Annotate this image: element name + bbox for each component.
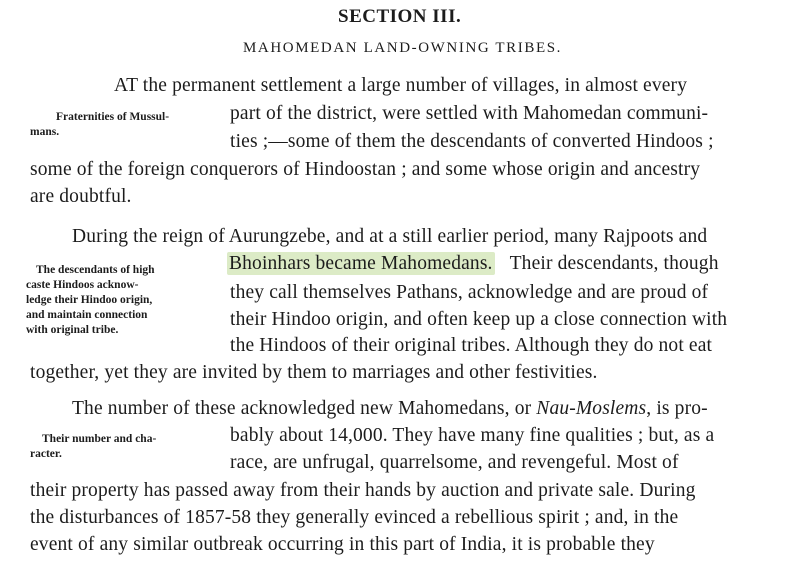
- margin-note-line: Their number and cha-: [42, 433, 157, 445]
- p1-line-2: part of the district, were settled with Mahomedan communi-: [230, 103, 709, 124]
- p3-line-1-text: The number of these acknowledged new Mahomedans, or: [72, 398, 532, 419]
- p2-line-6: together, yet they are invited by them to marriages and other festivities.: [30, 362, 598, 383]
- section-subtitle: MAHOMEDAN LAND-OWNING TRIBES.: [243, 40, 563, 56]
- p2-line-3: they call themselves Pathans, acknowledge and are proud of: [230, 282, 709, 303]
- p3-line-6: event of any similar outbreak occurring in this part of India, it is probable they: [30, 534, 655, 555]
- margin-note-line: with original tribe.: [26, 324, 119, 336]
- p2-line-2-rest: Their descendants, though: [509, 253, 719, 274]
- p3-italic-term: Nau-Moslems: [536, 398, 647, 419]
- p2-line-1: During the reign of Aurungzebe, and at a still earlier period, many Rajpoots and: [72, 226, 708, 247]
- highlighted-text: Bhoinhars became Mahomedans.: [229, 253, 493, 274]
- p2-line-5: the Hindoos of their original tribes. Although they do not eat: [230, 335, 713, 356]
- margin-note-line: ledge their Hindoo origin,: [26, 294, 153, 306]
- p1-line-5: are doubtful.: [30, 186, 132, 207]
- margin-note-line: caste Hindoos acknow-: [26, 279, 139, 291]
- margin-note-line: Fraternities of Mussul-: [56, 111, 170, 123]
- margin-note-line: and maintain connection: [26, 309, 148, 321]
- p3-line-1: [72, 398, 708, 420]
- p1-line-4: some of the foreign conquerors of Hindoostan ; and some whose origin and ancestry: [30, 159, 701, 180]
- p1-line-3: ties ;—some of them the descendants of converted Hindoos ;: [230, 131, 714, 152]
- p3-line-4: their property has passed away from their hands by auction and private sale. During: [30, 480, 696, 501]
- margin-note-number-character: [30, 432, 157, 462]
- p2-line-2: [227, 253, 719, 275]
- margin-note-line: The descendants of high: [36, 264, 155, 276]
- p3-line-2: bably about 14,000. They have many fine qualities ; but, as a: [230, 425, 715, 446]
- p1-line-1: AT the permanent settlement a large number of villages, in almost every: [114, 75, 688, 96]
- p3-line-1-end: , is pro-: [646, 398, 708, 419]
- margin-note-line: mans.: [30, 126, 60, 138]
- margin-note-fraternities: [30, 110, 170, 140]
- section-title: SECTION III.: [338, 6, 462, 27]
- p2-line-4: their Hindoo origin, and often keep up a close connection with: [230, 309, 728, 330]
- margin-note-line: racter.: [30, 448, 62, 460]
- p3-line-3: race, are unfrugal, quarrelsome, and revengeful. Most of: [230, 452, 679, 473]
- p3-line-5: the disturbances of 1857-58 they generally evinced a rebellious spirit ; and, in the: [30, 507, 679, 528]
- margin-note-descendants: [26, 263, 155, 338]
